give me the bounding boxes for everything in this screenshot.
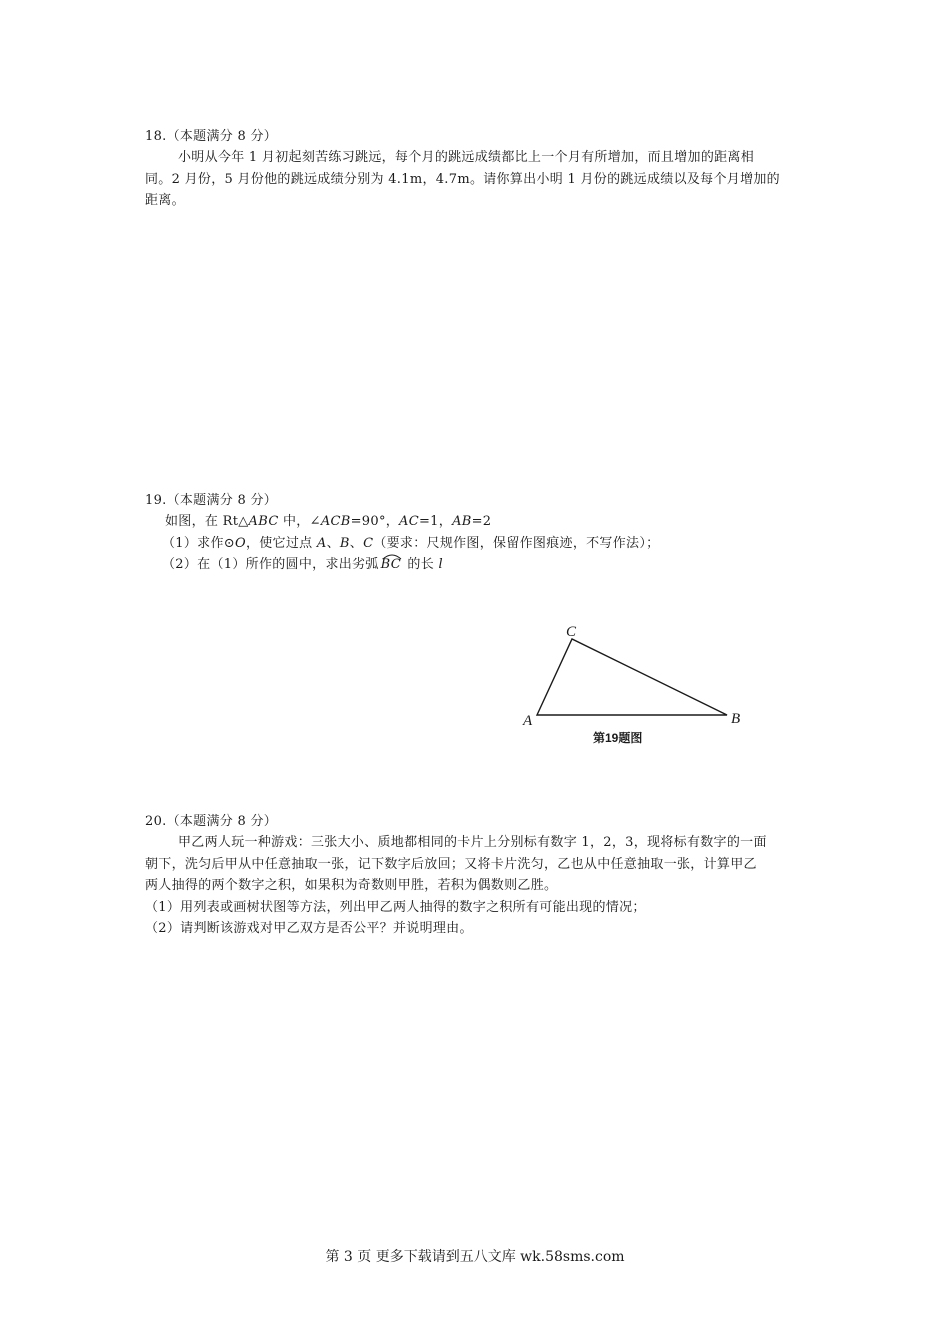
q18-text-line-3: 距离。: [145, 193, 185, 208]
triangle-figure: [515, 620, 755, 755]
q20-part-2: （2）请判断该游戏对甲乙双方是否公平？并说明理由。: [145, 921, 473, 936]
q19-intro: 如图，在 Rt△ABC 中，∠ACB=90°，AC=1，AB=2: [165, 514, 492, 529]
q20-text-line-1: 甲乙两人玩一种游戏：三张大小、质地都相同的卡片上分别标有数字 1，2，3，现将标有数字的一面: [178, 835, 767, 850]
arc-bc-symbol: BC: [380, 557, 401, 572]
q20-text-line-3: 两人抽得的两个数字之积，如果积为奇数则甲胜，若积为偶数则乙胜。: [145, 878, 558, 893]
q18-text-line-1: 小明从今年 1 月初起刻苦练习跳远，每个月的跳远成绩都比上一个月有所增加，而且增加的距离相: [178, 150, 755, 165]
q20-text-line-2: 朝下，洗匀后甲从中任意抽取一张，记下数字后放回；又将卡片洗匀，乙也从中任意抽取一张，计算甲乙: [145, 857, 757, 872]
label-c: C: [566, 624, 577, 640]
q20-header: 20.（本题满分 8 分）: [145, 814, 278, 829]
q18-text-line-2: 同。2 月份，5 月份他的跳远成绩分别为 4.1m，4.7m。请你算出小明 1 月份的跳远成绩以及每个月增加的: [145, 172, 780, 187]
label-a: A: [523, 713, 533, 729]
label-b: B: [731, 711, 741, 727]
figure-caption: 第19题图: [593, 731, 643, 745]
q19-header: 19.（本题满分 8 分）: [145, 493, 278, 508]
q19-part-2: （2）在（1）所作的圆中，求出劣弧 BC 的长 l: [162, 557, 443, 572]
triangle-abc: [515, 620, 755, 755]
q20-part-1: （1）用列表或画树状图等方法，列出甲乙两人抽得的数字之积所有可能出现的情况；: [145, 900, 646, 915]
q19-part-1: （1）求作⊙O，使它过点 A、B、C（要求：尺规作图，保留作图痕迹，不写作法）；: [162, 536, 660, 551]
q18-header: 18.（本题满分 8 分）: [145, 129, 278, 144]
page-footer: 第 3 页 更多下载请到五八文库 wk.58sms.com: [325, 1249, 625, 1265]
